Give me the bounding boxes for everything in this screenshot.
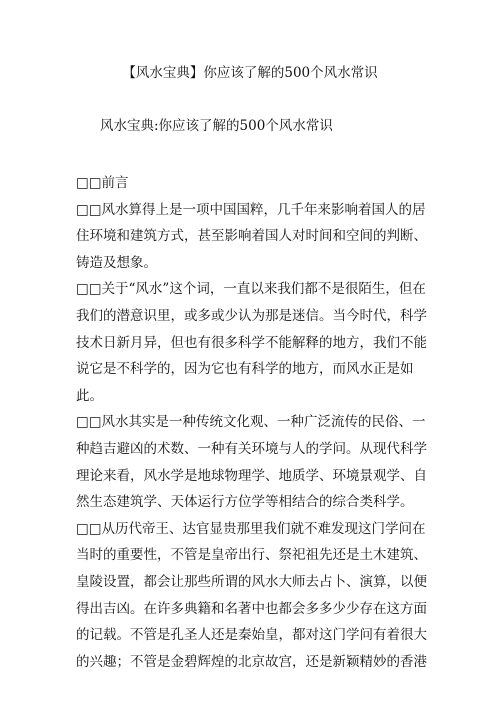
paragraph: □□关于“风水”这个词，一直以来我们都不是很陌生，但在我们的潜意识里，或多或少认为那是迷信。当今时代，科学技术日新月异，但也有很多科学不能解释的地方，我们不能说它是不科学的，因为它也有科学的地方，而风水正是如此。 bbox=[76, 281, 427, 404]
paragraph: □□风水其实是一种传统文化观、一种广泛流传的民俗、一种趋吉避凶的术数、一种有关环境与人的学问。从现代科学理论来看，风水学是地球物理学、地质学、环境景观学、自然生态建筑学、天体运行方位学等相结合的综合类科学。 bbox=[76, 414, 427, 511]
document-body bbox=[76, 170, 432, 675]
document-title: 【风水宝典】你应该了解的500个风水常识 bbox=[122, 65, 378, 81]
paragraph-preface-heading: □□前言 bbox=[76, 175, 129, 191]
document-subtitle: 风水宝典:你应该了解的500个风水常识 bbox=[100, 118, 333, 134]
paragraph: □□风水算得上是一项中国国粹，几千年来影响着国人的居住环境和建筑方式，甚至影响着国人对时间和空间的判断、铸造及想象。 bbox=[76, 201, 427, 271]
paragraph: □□从历代帝王、达官显贵那里我们就不难发现这门学问在当时的重要性，不管是皇帝出行、祭祀祖先还是土木建筑、皇陵设置，都会让那些所谓的风水大师去占卜、演算，以便得出吉凶。在许多典籍和名著中也都会多多少少存在这方面的记载。不管是孔圣人还是秦始皇，都对这门学问有着很大的兴趣；不管是金碧辉煌的北京故宫，还是新颖精妙的香港 bbox=[76, 520, 427, 670]
